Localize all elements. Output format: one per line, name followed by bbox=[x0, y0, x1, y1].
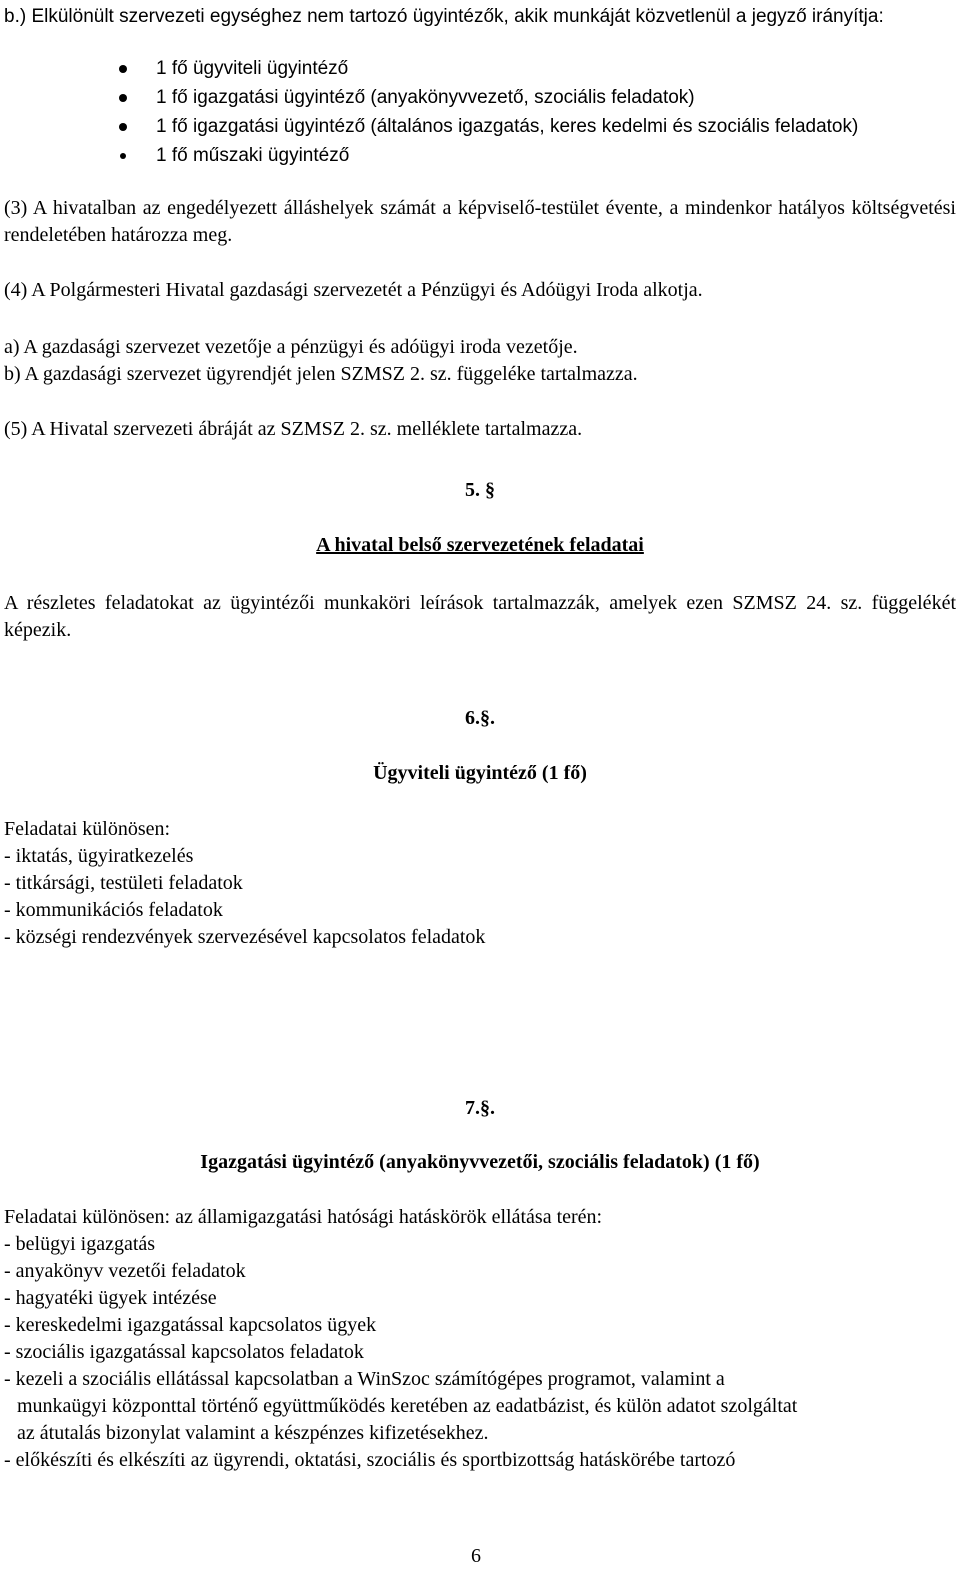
list-item: 1 fő igazgatási ügyintéző (anyakönyvvezető, szociális feladatok) bbox=[4, 83, 956, 112]
section-7-task-list bbox=[4, 1231, 956, 1474]
list-item-continuation: munkaügyi központtal történő együttműködés keretében az eadatbázist, és külön adatot szolgáltat bbox=[17, 1395, 798, 1417]
list-item: - szociális igazgatással kapcsolatos feladatok bbox=[4, 1341, 364, 1363]
section-5-number: 5. § bbox=[465, 479, 495, 501]
section-5-text: A részletes feladatokat az ügyintézői munkaköri leírások tartalmazzák, amelyek ezen SZMSZ 24. sz. függelékét képezik. bbox=[4, 592, 956, 641]
section-7-title: Igazgatási ügyintéző (anyakönyvvezetői, szociális feladatok) (1 fő) bbox=[200, 1151, 760, 1173]
section-7-number: 7.§. bbox=[465, 1097, 495, 1119]
section-5-title: A hivatal belső szervezetének feladatai bbox=[316, 534, 644, 556]
list-item: - titkársági, testületi feladatok bbox=[4, 872, 243, 894]
page-number: 6 bbox=[471, 1545, 481, 1567]
section-b-bullet-list bbox=[4, 54, 956, 170]
paragraph-4b: b) A gazdasági szervezet ügyrendjét jelen SZMSZ 2. sz. függeléke tartalmazza. bbox=[4, 363, 638, 385]
list-item: - anyakönyv vezetői feladatok bbox=[4, 1260, 246, 1282]
section-6-task-list bbox=[4, 843, 485, 951]
list-item-continuation: az átutalás bizonylat valamint a készpénzes kifizetésekhez. bbox=[17, 1422, 489, 1444]
section-7-intro: Feladatai különösen: az államigazgatási hatósági hatáskörök ellátása terén: bbox=[4, 1206, 603, 1228]
paragraph-4: (4) A Polgármesteri Hivatal gazdasági szervezetét a Pénzügyi és Adóügyi Iroda alkotja. bbox=[4, 279, 703, 301]
bullet-icon bbox=[120, 153, 126, 159]
paragraph-3: (3) A hivatalban az engedélyezett álláshelyek számát a képviselő-testület évente, a mindenkor hatályos költségvetési rendeletében határozza meg. bbox=[4, 197, 956, 246]
list-item: - belügyi igazgatás bbox=[4, 1233, 156, 1255]
section-6-number: 6.§. bbox=[465, 707, 495, 729]
bullet-icon bbox=[119, 123, 127, 131]
section-6-title: Ügyviteli ügyintéző (1 fő) bbox=[373, 762, 587, 784]
list-item: - hagyatéki ügyek intézése bbox=[4, 1287, 217, 1309]
bullet-icon bbox=[119, 65, 127, 73]
list-item: - kereskedelmi igazgatással kapcsolatos ügyek bbox=[4, 1314, 377, 1336]
section-6-intro: Feladatai különösen: bbox=[4, 818, 171, 840]
list-item: - előkészíti és elkészíti az ügyrendi, oktatási, szociális és sportbizottság hatáskörébe tartozó bbox=[4, 1449, 736, 1471]
paragraph-4a: a) A gazdasági szervezet vezetője a pénzügyi és adóügyi iroda vezetője. bbox=[4, 336, 578, 358]
list-item: - kezeli a szociális ellátással kapcsolatban a WinSzoc számítógépes programot, valamint a bbox=[4, 1368, 725, 1390]
list-item: 1 fő igazgatási ügyintéző (általános igazgatás, keres kedelmi és szociális feladatok) bbox=[4, 112, 956, 141]
paragraph-5: (5) A Hivatal szervezeti ábráját az SZMSZ 2. sz. melléklete tartalmazza. bbox=[4, 418, 583, 440]
list-item: - községi rendezvények szervezésével kapcsolatos feladatok bbox=[4, 926, 486, 948]
list-item: - iktatás, ügyiratkezelés bbox=[4, 845, 194, 867]
list-item: 1 fő ügyviteli ügyintéző bbox=[4, 54, 956, 83]
list-item: - kommunikációs feladatok bbox=[4, 899, 223, 921]
bullet-icon bbox=[119, 94, 127, 102]
list-item: 1 fő műszaki ügyintéző bbox=[4, 141, 956, 170]
section-b-intro: b.) Elkülönült szervezeti egységhez nem tartozó ügyintézők, akik munkáját közvetlenül a jegyző irányítja: bbox=[4, 6, 884, 27]
